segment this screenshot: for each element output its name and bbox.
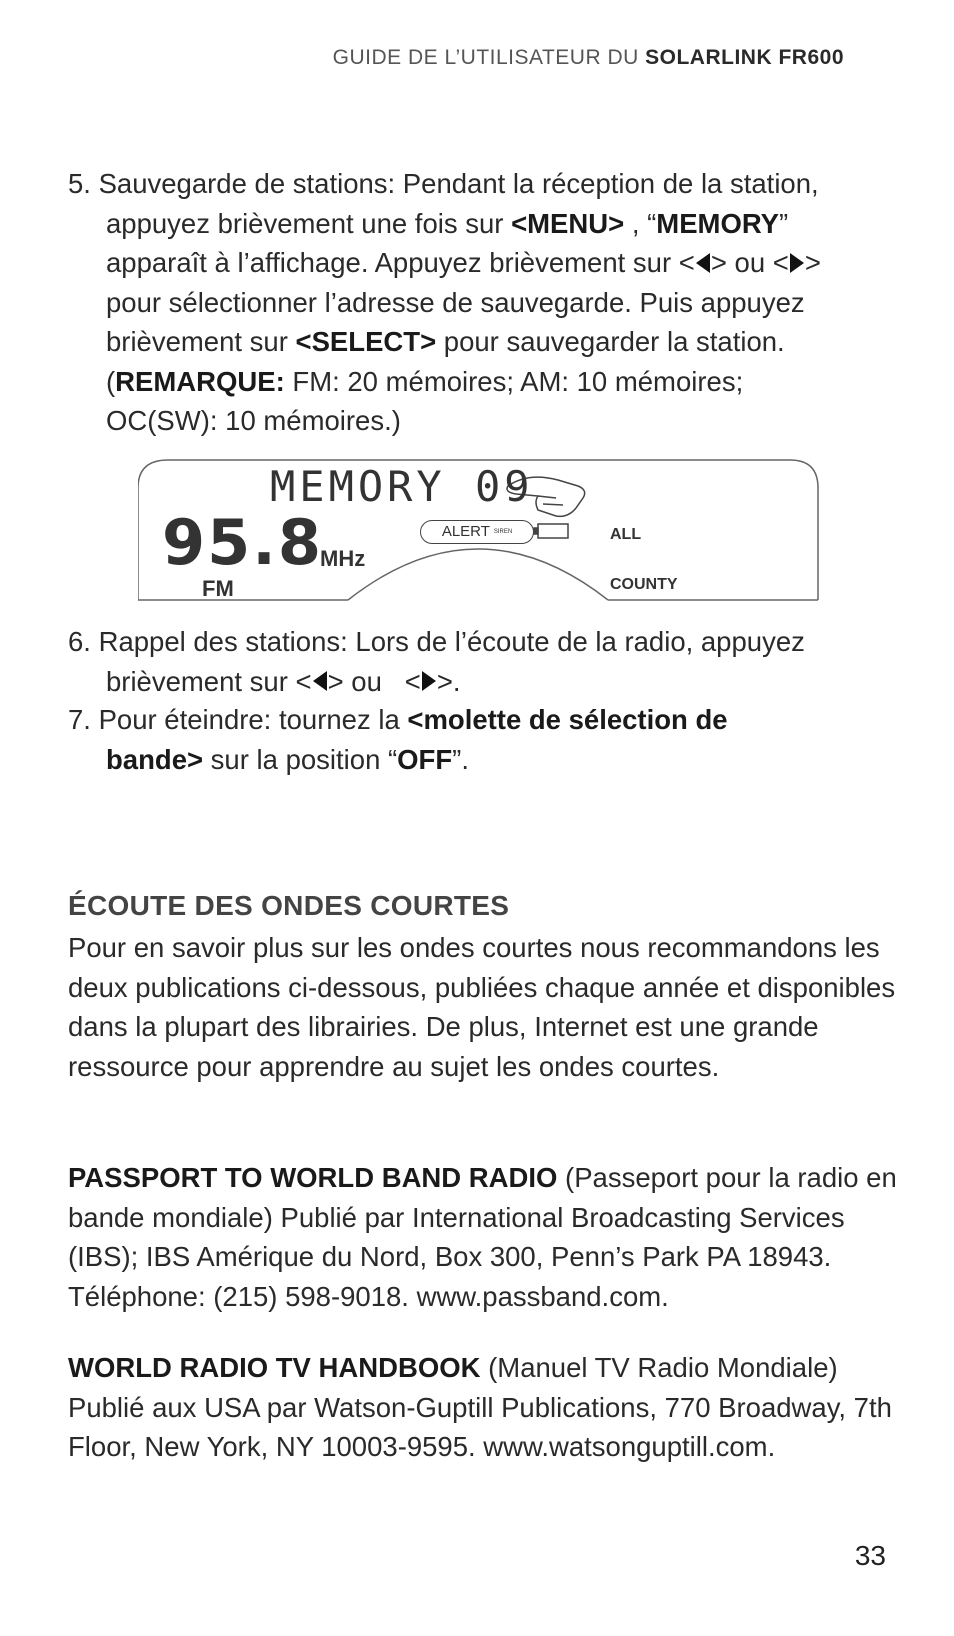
item-line [68,204,898,244]
item-line: pour sélectionner l’adresse de sauvegarde. Puis appuyez [106,286,805,318]
item-number: 7. [68,704,91,735]
menu-key: <MENU> [511,207,625,239]
list-item-5 [68,164,898,441]
publication-title: WORLD RADIO TV HANDBOOK [68,1352,481,1383]
item-text: > ou < [327,665,421,697]
lcd-memory-label: MEMORY 09 [270,462,534,511]
right-arrow-icon [790,253,804,273]
left-arrow-icon [313,671,327,691]
item-number: 6. [68,626,91,657]
header-prefix: GUIDE DE L’UTILISATEUR DU [332,46,646,69]
item-line [68,662,898,702]
item-text: brièvement sur < [106,665,312,697]
item-text: >. [436,665,461,697]
lcd-unit: MHz [320,546,366,571]
item-text: sur la position “ [203,743,398,775]
item-text: FM: 20 mémoires; AM: 10 mémoires; [284,365,744,397]
item-text: , “ [624,207,657,239]
right-arrow-icon [422,671,436,691]
item-line: OC(SW): 10 mémoires.) [106,405,401,436]
item-number: 5. [68,168,91,199]
lcd-display [138,458,820,602]
lcd-band: FM [202,576,234,601]
section-heading: ÉCOUTE DES ONDES COURTES [68,890,510,921]
memory-term: MEMORY [656,207,780,239]
lcd-frequency: 95.8 [162,506,323,579]
page-number: 33 [854,1540,886,1571]
list-item-6 [68,622,898,701]
publication-text: (Passeport pour la radio en bande mondiale) Publié par International Broadcasting Services (IBS); IBS Amérique du Nord, Box 300, Penn’s Park PA 18943. Téléphone: (215) 598-9018. www.passband.com. [68,1162,897,1312]
publication-2 [68,1348,898,1467]
item-text: Sauvegarde de stations: Pendant la réception de la station, [98,168,819,199]
publication-title: PASSPORT TO WORLD BAND RADIO [68,1162,558,1193]
select-key: <SELECT> [295,326,437,357]
band-wheel-term: bande> [106,743,204,775]
item-text: > ou < [710,247,789,278]
band-wheel-term: <molette de sélection de [407,704,728,735]
section-intro: Pour en savoir plus sur les ondes courtes nous recommandons les deux publications ci-dessous, publiées chaque année et disponibles dans la plupart des librairies. De plus, Internet est une grande ressource pour apprendre au sujet les ondes courtes. [68,932,896,1082]
item-text: > [804,247,821,278]
item-line [68,740,898,780]
note-label: REMARQUE: [115,365,285,397]
battery-icon [534,524,568,538]
header-brand: SOLARLINK FR600 [645,46,844,69]
item-line [68,243,898,283]
lcd-all: ALL [610,526,642,543]
lcd-siren-text: SIREN [493,529,513,536]
item-text: pour sauvegarder la station. [436,326,785,357]
item-line [68,322,898,362]
lcd-alert-text: ALERT [441,523,490,540]
item-text: Pour éteindre: tournez la [98,704,408,735]
running-header [333,46,844,70]
off-term: OFF [397,743,453,775]
item-text: ”. [452,743,469,775]
lcd-county: COUNTY [610,576,678,593]
lcd-alert-badge [420,520,534,544]
list-item-7 [68,700,898,779]
publication-text: (Manuel TV Radio Mondiale) Publié aux USA par Watson-Guptill Publications, 770 Broadway, 7th Floor, New York, NY 10003-9595. www.watsonguptill.com. [68,1352,892,1462]
left-arrow-icon [696,253,710,273]
item-text: brièvement sur [106,326,296,357]
item-text: Rappel des stations: Lors de l’écoute de la radio, appuyez [98,626,805,657]
publication-1 [68,1158,898,1316]
item-line [68,362,898,402]
item-text: appuyez brièvement une fois sur [106,207,512,239]
item-text: ” [779,207,789,239]
item-text: ( [106,365,116,397]
item-text: apparaît à l’affichage. Appuyez brièvement sur < [106,247,695,278]
